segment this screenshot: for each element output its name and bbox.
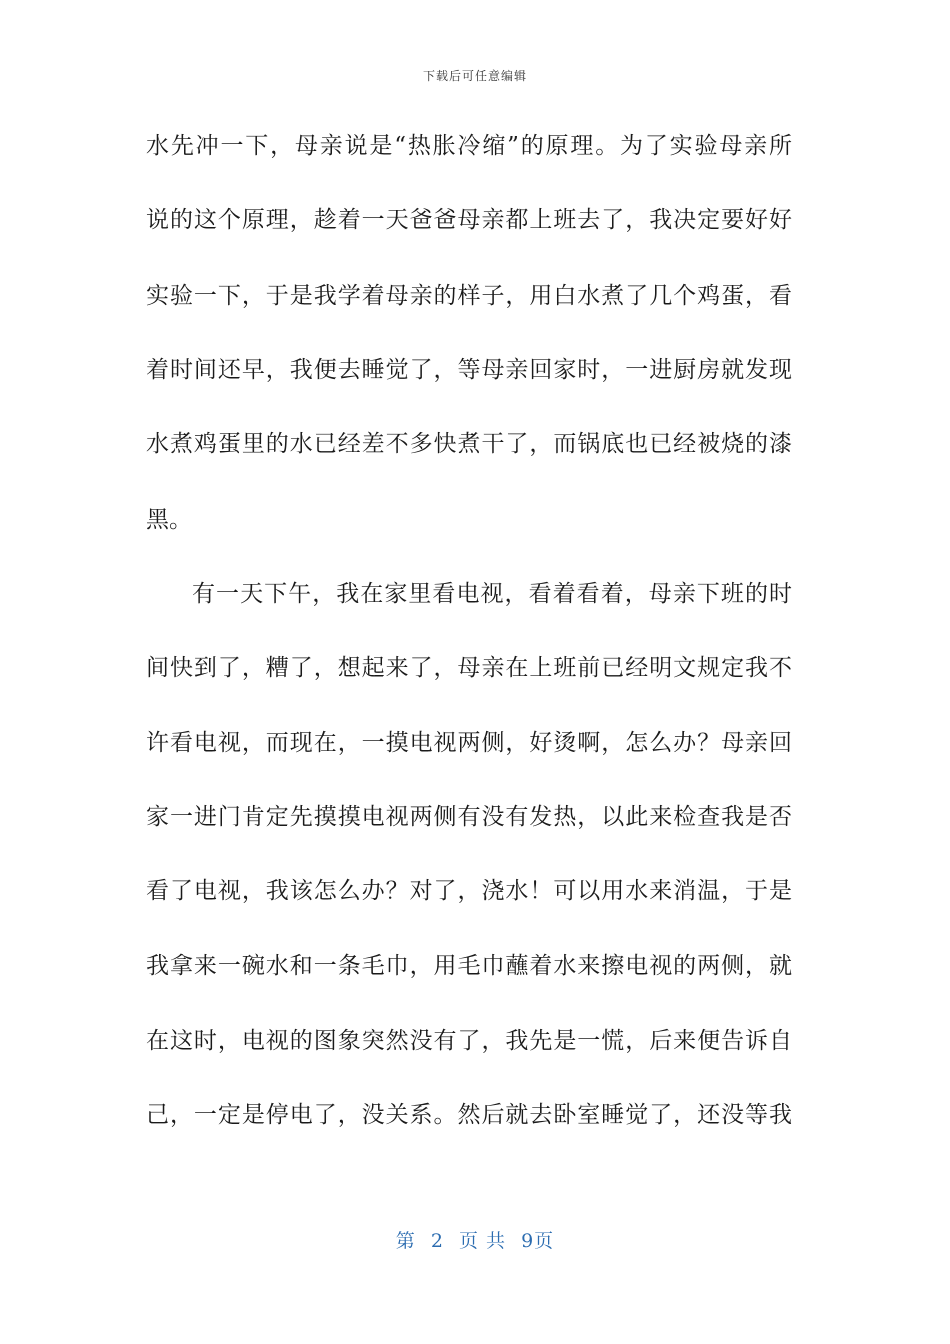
text-line: 说的这个原理，趁着一天爸爸母亲都上班去了，我决定要好好 [146, 207, 792, 233]
text-line: 在这时，电视的图象突然没有了，我先是一慌，后来便告诉自 [146, 1028, 792, 1054]
text-line: 间快到了，糟了，想起来了，母亲在上班前已经明文规定我不 [146, 655, 792, 681]
page-header-note: 下载后可任意编辑 [422, 69, 527, 83]
current-page-number: 2 [430, 1230, 444, 1252]
text-line: 我拿来一碗水和一条毛巾，用毛巾蘸着水来擦电视的两侧，就 [146, 953, 792, 979]
text-line: 家一进门肯定先摸摸电视两侧有没有发热，以此来检查我是否 [146, 804, 792, 830]
text-line: 着时间还早，我便去睡觉了，等母亲回家时，一进厨房就发现 [146, 357, 792, 383]
text-line: 水煮鸡蛋里的水已经差不多快煮干了，而锅底也已经被烧的漆 [146, 431, 792, 457]
text-line: 许看电视，而现在，一摸电视两侧，好烫啊，怎么办？母亲回 [146, 730, 792, 756]
text-line: 水先冲一下，母亲说是“热胀冷缩”的原理。为了实验母亲所 [146, 133, 792, 159]
footer-middle: 页 共 [459, 1230, 507, 1252]
text-line: 看了电视，我该怎么办？对了，浇水！可以用水来消温，于是 [146, 878, 792, 904]
total-pages: 9页 [521, 1230, 555, 1252]
paragraph-first-line: 有一天下午，我在家里看电视，看着看着，母亲下班的时 [192, 581, 792, 607]
footer-prefix: 第 [395, 1230, 416, 1252]
text-line: 己，一定是停电了，没关系。然后就去卧室睡觉了，还没等我 [146, 1102, 792, 1128]
page-footer [0, 1226, 950, 1253]
text-line: 实验一下，于是我学着母亲的样子，用白水煮了几个鸡蛋，看 [146, 283, 792, 309]
text-line: 黑。 [146, 507, 192, 533]
